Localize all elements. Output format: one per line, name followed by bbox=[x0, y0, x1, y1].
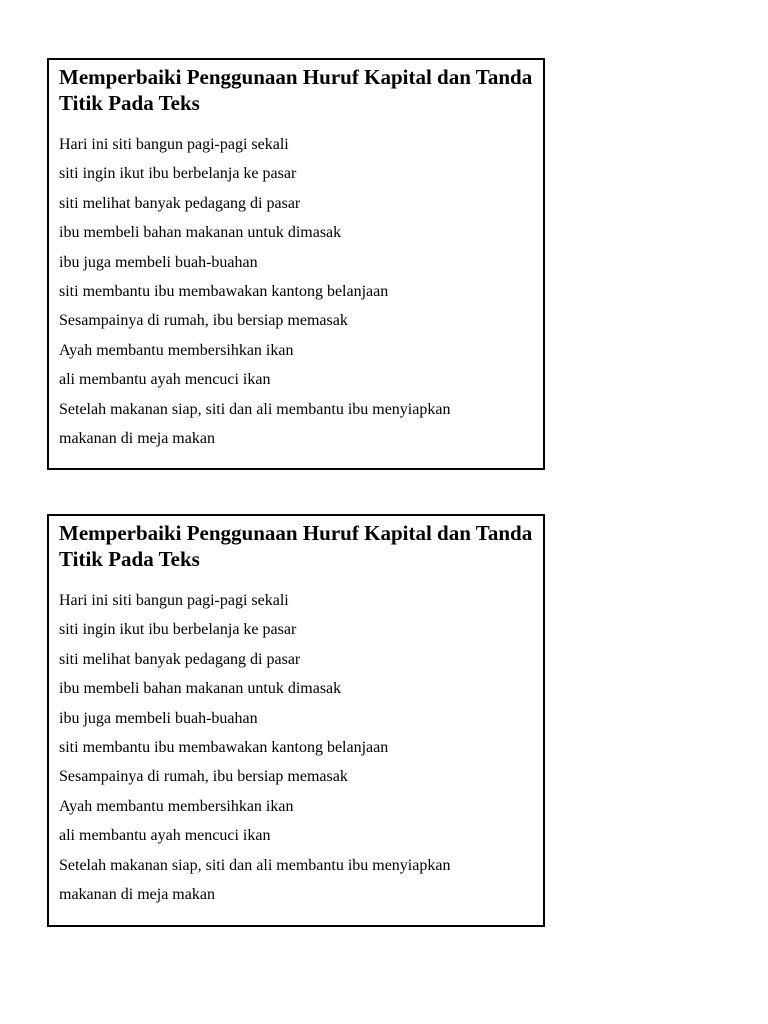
text-line: Hari ini siti bangun pagi-pagi sekali bbox=[59, 136, 289, 153]
text-line: siti melihat banyak pedagang di pasar bbox=[59, 194, 301, 212]
worksheet-card bbox=[47, 514, 545, 927]
text-line: Setelah makanan siap, siti dan ali membantu ibu menyiapkan bbox=[59, 856, 451, 874]
text-line: ali membantu ayah mencuci ikan bbox=[59, 827, 271, 845]
card-title: Memperbaiki Penggunaan Huruf Kapital dan Tanda Titik Pada Teks bbox=[59, 521, 533, 571]
text-line: siti membantu ibu membawakan kantong belanjaan bbox=[59, 739, 389, 757]
text-line: ibu membeli bahan makanan untuk dimasak bbox=[59, 680, 342, 698]
text-line: siti ingin ikut ibu berbelanja ke pasar bbox=[59, 165, 297, 183]
text-line: siti membantu ibu membawakan kantong belanjaan bbox=[59, 283, 389, 301]
text-lines bbox=[59, 586, 450, 909]
text-lines bbox=[59, 130, 450, 453]
text-line: Sesampainya di rumah, ibu bersiap memasak bbox=[59, 768, 348, 786]
text-line: Setelah makanan siap, siti dan ali membantu ibu menyiapkan bbox=[59, 400, 451, 418]
text-line: ibu juga membeli buah-buahan bbox=[59, 253, 258, 271]
worksheet-card bbox=[47, 58, 545, 470]
text-line: ali membantu ayah mencuci ikan bbox=[59, 371, 271, 389]
card-title: Memperbaiki Penggunaan Huruf Kapital dan Tanda Titik Pada Teks bbox=[59, 65, 533, 115]
text-line: ibu membeli bahan makanan untuk dimasak bbox=[59, 224, 342, 242]
text-line: Hari ini siti bangun pagi-pagi sekali bbox=[59, 592, 289, 609]
text-line: siti ingin ikut ibu berbelanja ke pasar bbox=[59, 621, 297, 639]
text-line: Ayah membantu membersihkan ikan bbox=[59, 797, 294, 815]
text-line: makanan di meja makan bbox=[59, 430, 215, 448]
text-line: siti melihat banyak pedagang di pasar bbox=[59, 650, 301, 668]
text-line: makanan di meja makan bbox=[59, 886, 215, 904]
text-line: ibu juga membeli buah-buahan bbox=[59, 709, 258, 727]
text-line: Sesampainya di rumah, ibu bersiap memasak bbox=[59, 312, 348, 330]
text-line: Ayah membantu membersihkan ikan bbox=[59, 341, 294, 359]
